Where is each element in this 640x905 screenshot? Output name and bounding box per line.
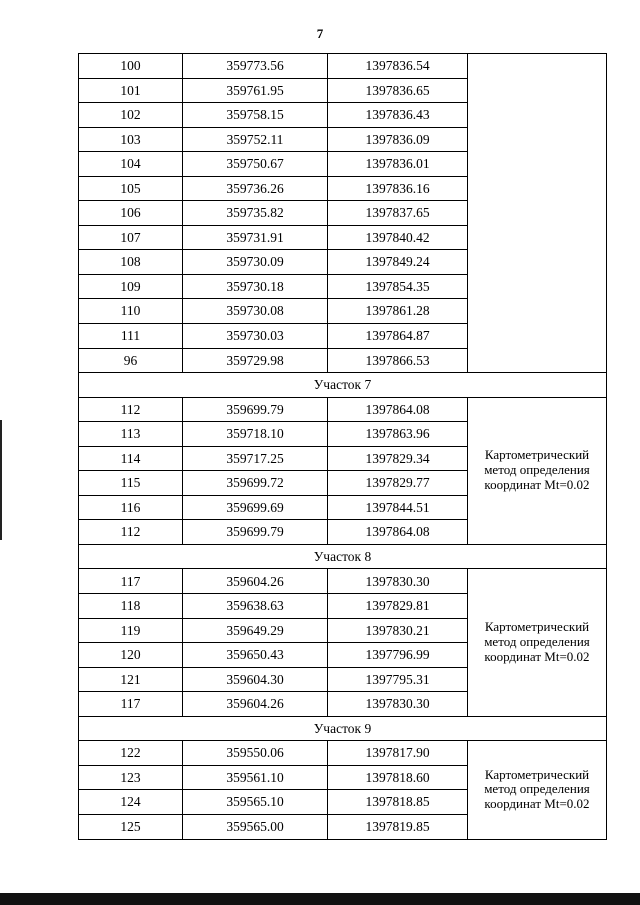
point-number-cell: 122 — [79, 741, 183, 766]
coordinates-table-body — [79, 54, 607, 840]
table-row — [79, 397, 607, 422]
section-header-row — [79, 373, 607, 398]
y-coordinate-cell: 1397795.31 — [328, 667, 468, 692]
point-number-cell: 123 — [79, 765, 183, 790]
table-row — [79, 54, 607, 79]
x-coordinate-cell: 359550.06 — [183, 741, 328, 766]
point-number-cell: 114 — [79, 446, 183, 471]
point-number-cell: 101 — [79, 78, 183, 103]
y-coordinate-cell: 1397864.08 — [328, 397, 468, 422]
point-number-cell: 110 — [79, 299, 183, 324]
x-coordinate-cell: 359649.29 — [183, 618, 328, 643]
point-number-cell: 116 — [79, 495, 183, 520]
y-coordinate-cell: 1397836.54 — [328, 54, 468, 79]
point-number-cell: 117 — [79, 692, 183, 717]
point-number-cell: 119 — [79, 618, 183, 643]
x-coordinate-cell: 359638.63 — [183, 594, 328, 619]
point-number-cell: 120 — [79, 643, 183, 668]
y-coordinate-cell: 1397864.87 — [328, 324, 468, 349]
x-coordinate-cell: 359752.11 — [183, 127, 328, 152]
section-title: Участок 9 — [79, 716, 607, 741]
y-coordinate-cell: 1397829.34 — [328, 446, 468, 471]
y-coordinate-cell: 1397836.09 — [328, 127, 468, 152]
point-number-cell: 96 — [79, 348, 183, 373]
y-coordinate-cell: 1397864.08 — [328, 520, 468, 545]
x-coordinate-cell: 359717.25 — [183, 446, 328, 471]
x-coordinate-cell: 359730.09 — [183, 250, 328, 275]
x-coordinate-cell: 359699.69 — [183, 495, 328, 520]
y-coordinate-cell: 1397818.60 — [328, 765, 468, 790]
x-coordinate-cell: 359699.72 — [183, 471, 328, 496]
x-coordinate-cell: 359730.03 — [183, 324, 328, 349]
page-number: 7 — [316, 26, 324, 41]
point-number-cell: 112 — [79, 520, 183, 545]
x-coordinate-cell: 359750.67 — [183, 152, 328, 177]
x-coordinate-cell: 359650.43 — [183, 643, 328, 668]
point-number-cell: 115 — [79, 471, 183, 496]
point-number-cell: 106 — [79, 201, 183, 226]
x-coordinate-cell: 359718.10 — [183, 422, 328, 447]
y-coordinate-cell: 1397849.24 — [328, 250, 468, 275]
y-coordinate-cell: 1397844.51 — [328, 495, 468, 520]
y-coordinate-cell: 1397836.01 — [328, 152, 468, 177]
point-number-cell: 109 — [79, 274, 183, 299]
y-coordinate-cell: 1397819.85 — [328, 814, 468, 839]
y-coordinate-cell: 1397836.16 — [328, 176, 468, 201]
method-cell: Картометрический метод определения координат Mt=0.02 — [468, 741, 607, 839]
scan-edge — [0, 893, 640, 905]
method-cell: Картометрический метод определения координат Mt=0.02 — [468, 569, 607, 716]
x-coordinate-cell: 359604.26 — [183, 569, 328, 594]
y-coordinate-cell: 1397829.81 — [328, 594, 468, 619]
method-cell: Картометрический метод определения координат Mt=0.02 — [468, 397, 607, 544]
point-number-cell: 125 — [79, 814, 183, 839]
y-coordinate-cell: 1397837.65 — [328, 201, 468, 226]
y-coordinate-cell: 1397840.42 — [328, 225, 468, 250]
point-number-cell: 108 — [79, 250, 183, 275]
section-title: Участок 7 — [79, 373, 607, 398]
y-coordinate-cell: 1397817.90 — [328, 741, 468, 766]
x-coordinate-cell: 359731.91 — [183, 225, 328, 250]
y-coordinate-cell: 1397861.28 — [328, 299, 468, 324]
method-cell — [468, 54, 607, 373]
y-coordinate-cell: 1397818.85 — [328, 790, 468, 815]
y-coordinate-cell: 1397863.96 — [328, 422, 468, 447]
y-coordinate-cell: 1397866.53 — [328, 348, 468, 373]
y-coordinate-cell: 1397854.35 — [328, 274, 468, 299]
point-number-cell: 103 — [79, 127, 183, 152]
table-row — [79, 569, 607, 594]
x-coordinate-cell: 359699.79 — [183, 397, 328, 422]
table-row — [79, 741, 607, 766]
x-coordinate-cell: 359730.18 — [183, 274, 328, 299]
section-header-row — [79, 716, 607, 741]
y-coordinate-cell: 1397829.77 — [328, 471, 468, 496]
x-coordinate-cell: 359729.98 — [183, 348, 328, 373]
y-coordinate-cell: 1397836.65 — [328, 78, 468, 103]
scan-artifact — [0, 420, 2, 540]
point-number-cell: 105 — [79, 176, 183, 201]
point-number-cell: 118 — [79, 594, 183, 619]
point-number-cell: 117 — [79, 569, 183, 594]
x-coordinate-cell: 359604.30 — [183, 667, 328, 692]
x-coordinate-cell: 359773.56 — [183, 54, 328, 79]
section-header-row — [79, 544, 607, 569]
x-coordinate-cell: 359699.79 — [183, 520, 328, 545]
point-number-cell: 107 — [79, 225, 183, 250]
point-number-cell: 113 — [79, 422, 183, 447]
y-coordinate-cell: 1397836.43 — [328, 103, 468, 128]
point-number-cell: 121 — [79, 667, 183, 692]
y-coordinate-cell: 1397830.30 — [328, 569, 468, 594]
point-number-cell: 112 — [79, 397, 183, 422]
x-coordinate-cell: 359735.82 — [183, 201, 328, 226]
x-coordinate-cell: 359561.10 — [183, 765, 328, 790]
x-coordinate-cell: 359761.95 — [183, 78, 328, 103]
point-number-cell: 104 — [79, 152, 183, 177]
x-coordinate-cell: 359565.00 — [183, 814, 328, 839]
y-coordinate-cell: 1397830.21 — [328, 618, 468, 643]
x-coordinate-cell: 359730.08 — [183, 299, 328, 324]
x-coordinate-cell: 359758.15 — [183, 103, 328, 128]
x-coordinate-cell: 359604.26 — [183, 692, 328, 717]
coordinates-table — [78, 53, 607, 840]
point-number-cell: 124 — [79, 790, 183, 815]
point-number-cell: 111 — [79, 324, 183, 349]
x-coordinate-cell: 359736.26 — [183, 176, 328, 201]
y-coordinate-cell: 1397830.30 — [328, 692, 468, 717]
point-number-cell: 100 — [79, 54, 183, 79]
section-title: Участок 8 — [79, 544, 607, 569]
x-coordinate-cell: 359565.10 — [183, 790, 328, 815]
point-number-cell: 102 — [79, 103, 183, 128]
y-coordinate-cell: 1397796.99 — [328, 643, 468, 668]
